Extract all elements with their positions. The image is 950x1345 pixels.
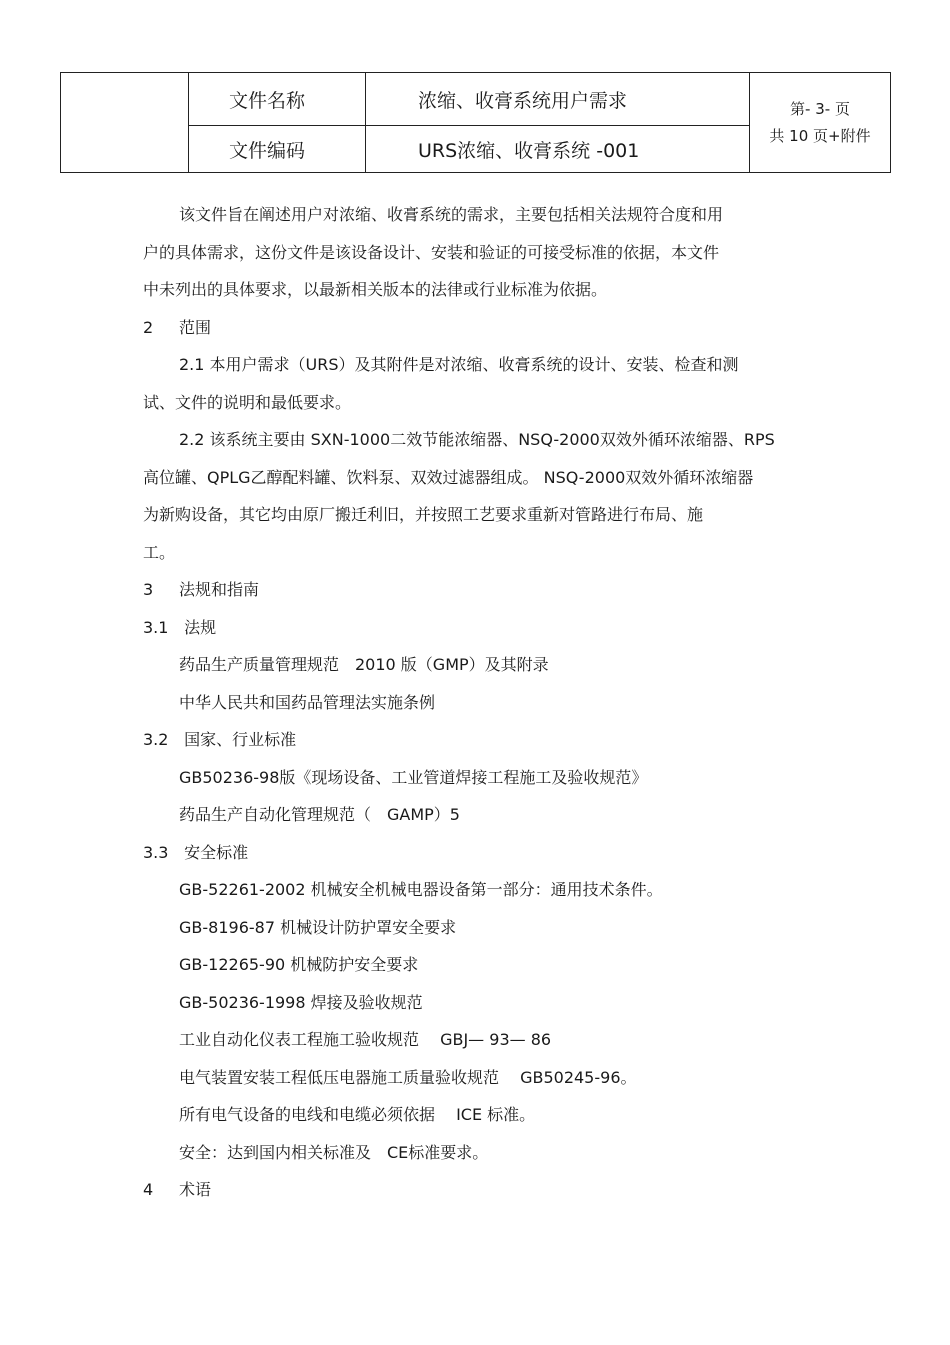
regulation-item: 中华人民共和国药品管理法实施条例 bbox=[179, 692, 436, 712]
safety-standard-item: GB-50236-1998 焊接及验收规范 bbox=[179, 992, 423, 1012]
intro-line: 中未列出的具体要求，以最新相关版本的法律或行业标准为依据。 bbox=[143, 280, 608, 299]
file-name-label: 文件名称 bbox=[189, 73, 366, 126]
section-3-3-heading bbox=[143, 834, 823, 872]
file-code-label: 文件编码 bbox=[189, 126, 366, 173]
safety-standard-item: GB-8196-87 机械设计防护罩安全要求 bbox=[179, 917, 457, 937]
safety-standard-item: 工业自动化仪表工程施工验收规范 GBJ— 93— 86 bbox=[179, 1030, 552, 1049]
section-3-2-heading bbox=[143, 721, 823, 759]
section-2-1-line: 试、文件的说明和最低要求。 bbox=[143, 392, 352, 412]
section-2-1-line: 2.1 本用户需求（URS）及其附件是对浓缩、收膏系统的设计、安装、检查和测 bbox=[179, 355, 739, 374]
subsection-number: 3.3 bbox=[143, 842, 169, 862]
section-2-2-line: 工。 bbox=[143, 542, 176, 562]
safety-standard-item: 安全：达到国内相关标准及 CE标准要求。 bbox=[179, 1142, 489, 1162]
logo-cell bbox=[61, 73, 189, 173]
intro-line: 户的具体需求，这份文件是该设备设计、安装和验证的可接受标准的依据，本文件 bbox=[143, 242, 720, 262]
subsection-title: 法规 bbox=[184, 617, 217, 637]
section-title: 术语 bbox=[179, 1180, 212, 1199]
subsection-title: 安全标准 bbox=[184, 842, 249, 862]
intro-line: 该文件旨在阐述用户对浓缩、收膏系统的需求，主要包括相关法规符合度和用 bbox=[179, 205, 724, 224]
document-header-table bbox=[60, 72, 891, 173]
regulation-item: 药品生产质量管理规范 2010 版（GMP）及其附录 bbox=[179, 655, 549, 674]
safety-standard-item: 电气装置安装工程低压电器施工质量验收规范 GB50245-96。 bbox=[179, 1067, 637, 1087]
standard-item: 药品生产自动化管理规范（ GAMP）5 bbox=[179, 805, 460, 824]
section-2-2-line: 高位罐、QPLG乙醇配料罐、饮料泵、双效过滤器组成。 NSQ-2000双效外循环浓缩器 bbox=[143, 467, 754, 487]
section-3-heading bbox=[143, 571, 823, 609]
page-total: 共 10 页+附件 bbox=[769, 126, 871, 145]
section-title: 范围 bbox=[179, 317, 212, 337]
section-2-heading bbox=[143, 309, 823, 347]
subsection-number: 3.2 bbox=[143, 730, 169, 749]
file-name-value: 浓缩、收膏系统用户需求 bbox=[366, 73, 750, 126]
section-number: 3 bbox=[143, 580, 154, 599]
page-number: 第- 3- 页 bbox=[790, 99, 850, 118]
safety-standard-item: GB-12265-90 机械防护安全要求 bbox=[179, 955, 419, 974]
section-4-heading bbox=[143, 1171, 823, 1209]
standard-item: GB50236-98版《现场设备、工业管道焊接工程施工及验收规范》 bbox=[179, 767, 648, 787]
section-title: 法规和指南 bbox=[179, 580, 260, 599]
section-number: 2 bbox=[143, 317, 154, 337]
section-2-2-line: 为新购设备，其它均由原厂搬迁利旧，并按照工艺要求重新对管路进行布局、施 bbox=[143, 505, 704, 524]
document-body bbox=[143, 196, 823, 1209]
file-code-value: URS浓缩、收膏系统 -001 bbox=[366, 126, 750, 173]
section-number: 4 bbox=[143, 1180, 154, 1199]
section-3-1-heading bbox=[143, 609, 823, 647]
safety-standard-item: GB-52261-2002 机械安全机械电器设备第一部分：通用技术条件。 bbox=[179, 880, 663, 899]
section-2-2-line: 2.2 该系统主要由 SXN-1000二效节能浓缩器、NSQ-2000双效外循环浓缩器、RPS bbox=[179, 430, 775, 449]
subsection-number: 3.1 bbox=[143, 617, 169, 637]
subsection-title: 国家、行业标准 bbox=[184, 730, 297, 749]
safety-standard-item: 所有电气设备的电线和电缆必须依据 ICE 标准。 bbox=[179, 1105, 536, 1124]
page-info bbox=[750, 73, 891, 173]
